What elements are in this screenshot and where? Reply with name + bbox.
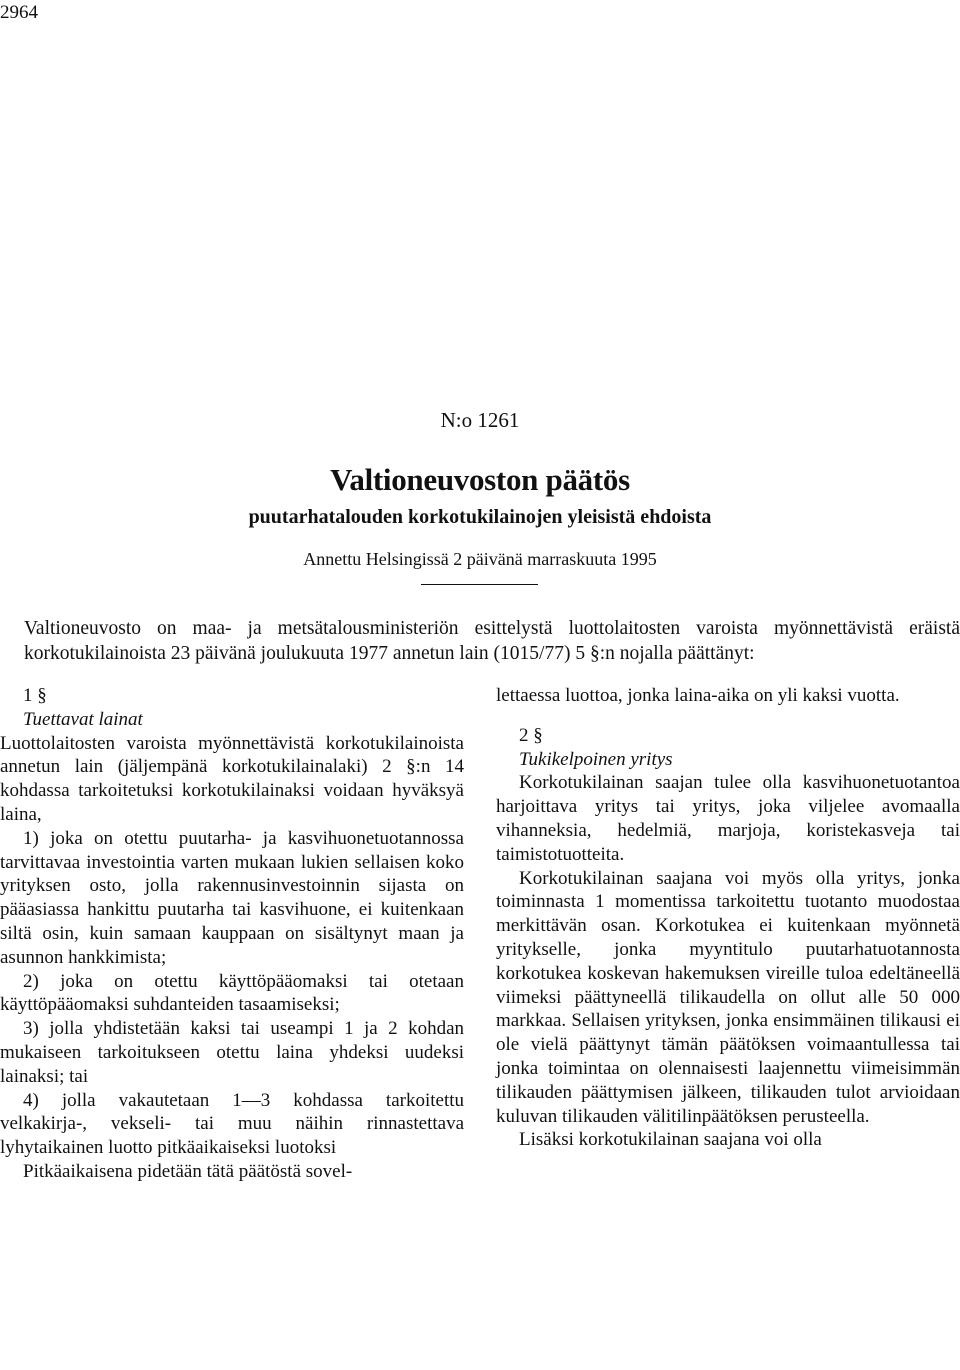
section-1-title: Tuettavat lainat [23, 708, 143, 730]
issue-date-line: Annettu Helsingissä 2 päivänä marraskuuta 1995 [303, 549, 657, 569]
section-1-number: 1 § [23, 685, 47, 706]
left-column [0, 684, 464, 1184]
section-2-paragraph-1: Korkotukilainan saajan tulee olla kasvihuonetuotantoa harjoittava yritys tai yritys, joka viljelee avomaalla vihanneksia, hedelmiä, marjoja, koristekasveja tai taimistotuotteita. [496, 772, 960, 865]
section-1-item-4: 4) jolla vakautetaan 1—3 kohdassa tarkoitettu velkakirja-, vekseli- tai muu näihin rinnastettava lyhytaikainen luotto pitkäaikaiseksi luotoksi [0, 1089, 464, 1159]
section-2-title: Tukikelpoinen yritys [519, 748, 673, 770]
section-1-item-2: 2) joka on otettu käyttöpääomaksi tai otetaan käyttöpääomaksi suhdanteiden tasaamiseksi; [0, 970, 464, 1016]
page-number: 2964 [0, 2, 38, 23]
section-2-number: 2 § [519, 724, 543, 746]
document-title: Valtioneuvoston päätös [330, 462, 630, 497]
section-1-item-1: 1) joka on otettu puutarha- ja kasvihuonetuotannossa tarvittavaa investointia varten mukaan lukien sellaisen koko yrityksen osto, jolla rakennusinvestoinnin sijasta on pääasiassa hankittu puutarha tai kasvihuone, ei kuitenkaan siltä osin, kuin samaan kauppaan on sisältynyt maan ja asunnon hankkimista; [0, 827, 464, 968]
section-2-paragraph-3-start: Lisäksi korkotukilainan saajana voi olla [519, 1129, 822, 1151]
section-1-intro: Luottolaitosten varoista myönnettävistä korkotukilainoista annetun lain (jäljempänä korkotukilainalaki) 2 §:n 14 kohdassa tarkoitetuksi korkotukilainaksi voidaan hyväksyä laina, [0, 732, 464, 825]
document-subtitle: puutarhatalouden korkotukilainojen yleisistä ehdoista [248, 506, 712, 528]
section-1-item-3: 3) jolla yhdistetään kaksi tai useampi 1 ja 2 kohdan mukaiseen tarkoitukseen otettu laina yhdeksi uudeksi lainaksi; tai [0, 1018, 464, 1087]
section-1-closing-start: Pitkäaikaisena pidetään tätä päätöstä sovel- [23, 1160, 353, 1182]
section-2-paragraph-2: Korkotukilainan saajana voi myös olla yritys, jonka toiminnasta 1 momentissa tarkoitettu tuotanto muodostaa merkittävän osan. Korkotukea ei kuitenkaan myönnetä yritykselle, jonka myyntitulo puutarhatuotannosta korkotukea koskevan hakemuksen vireille tuloa edeltäneellä viimeksi päättyneellä tilikaudella on ollut alle 50 000 markkaa. Sellaisen yrityksen, jonka ensimmäinen tilikausi ei ole vielä päättynyt tämän päätöksen voimaantullessa tai jonka toimintaa on olennaisesti laajennettu viimeisimmän tilikauden päättymisen jälkeen, tilikauden tulot arvioidaan kuluvan tilikauden välitilinpäätöksen perusteella. [496, 867, 960, 1127]
preamble: Valtioneuvosto on maa- ja metsätalousministeriön esittelystä luottolaitosten varoista myönnettävistä eräistä korkotukilainoista 23 päivänä joulukuuta 1977 annetun lain (1015/77) 5 §:n nojalla päättänyt: [24, 618, 960, 664]
section-1-closing-continued: lettaessa luottoa, jonka laina-aika on yli kaksi vuotta. [496, 685, 900, 706]
right-column [496, 684, 960, 1152]
title-divider [421, 584, 538, 585]
document-number: N:o 1261 [440, 408, 520, 432]
